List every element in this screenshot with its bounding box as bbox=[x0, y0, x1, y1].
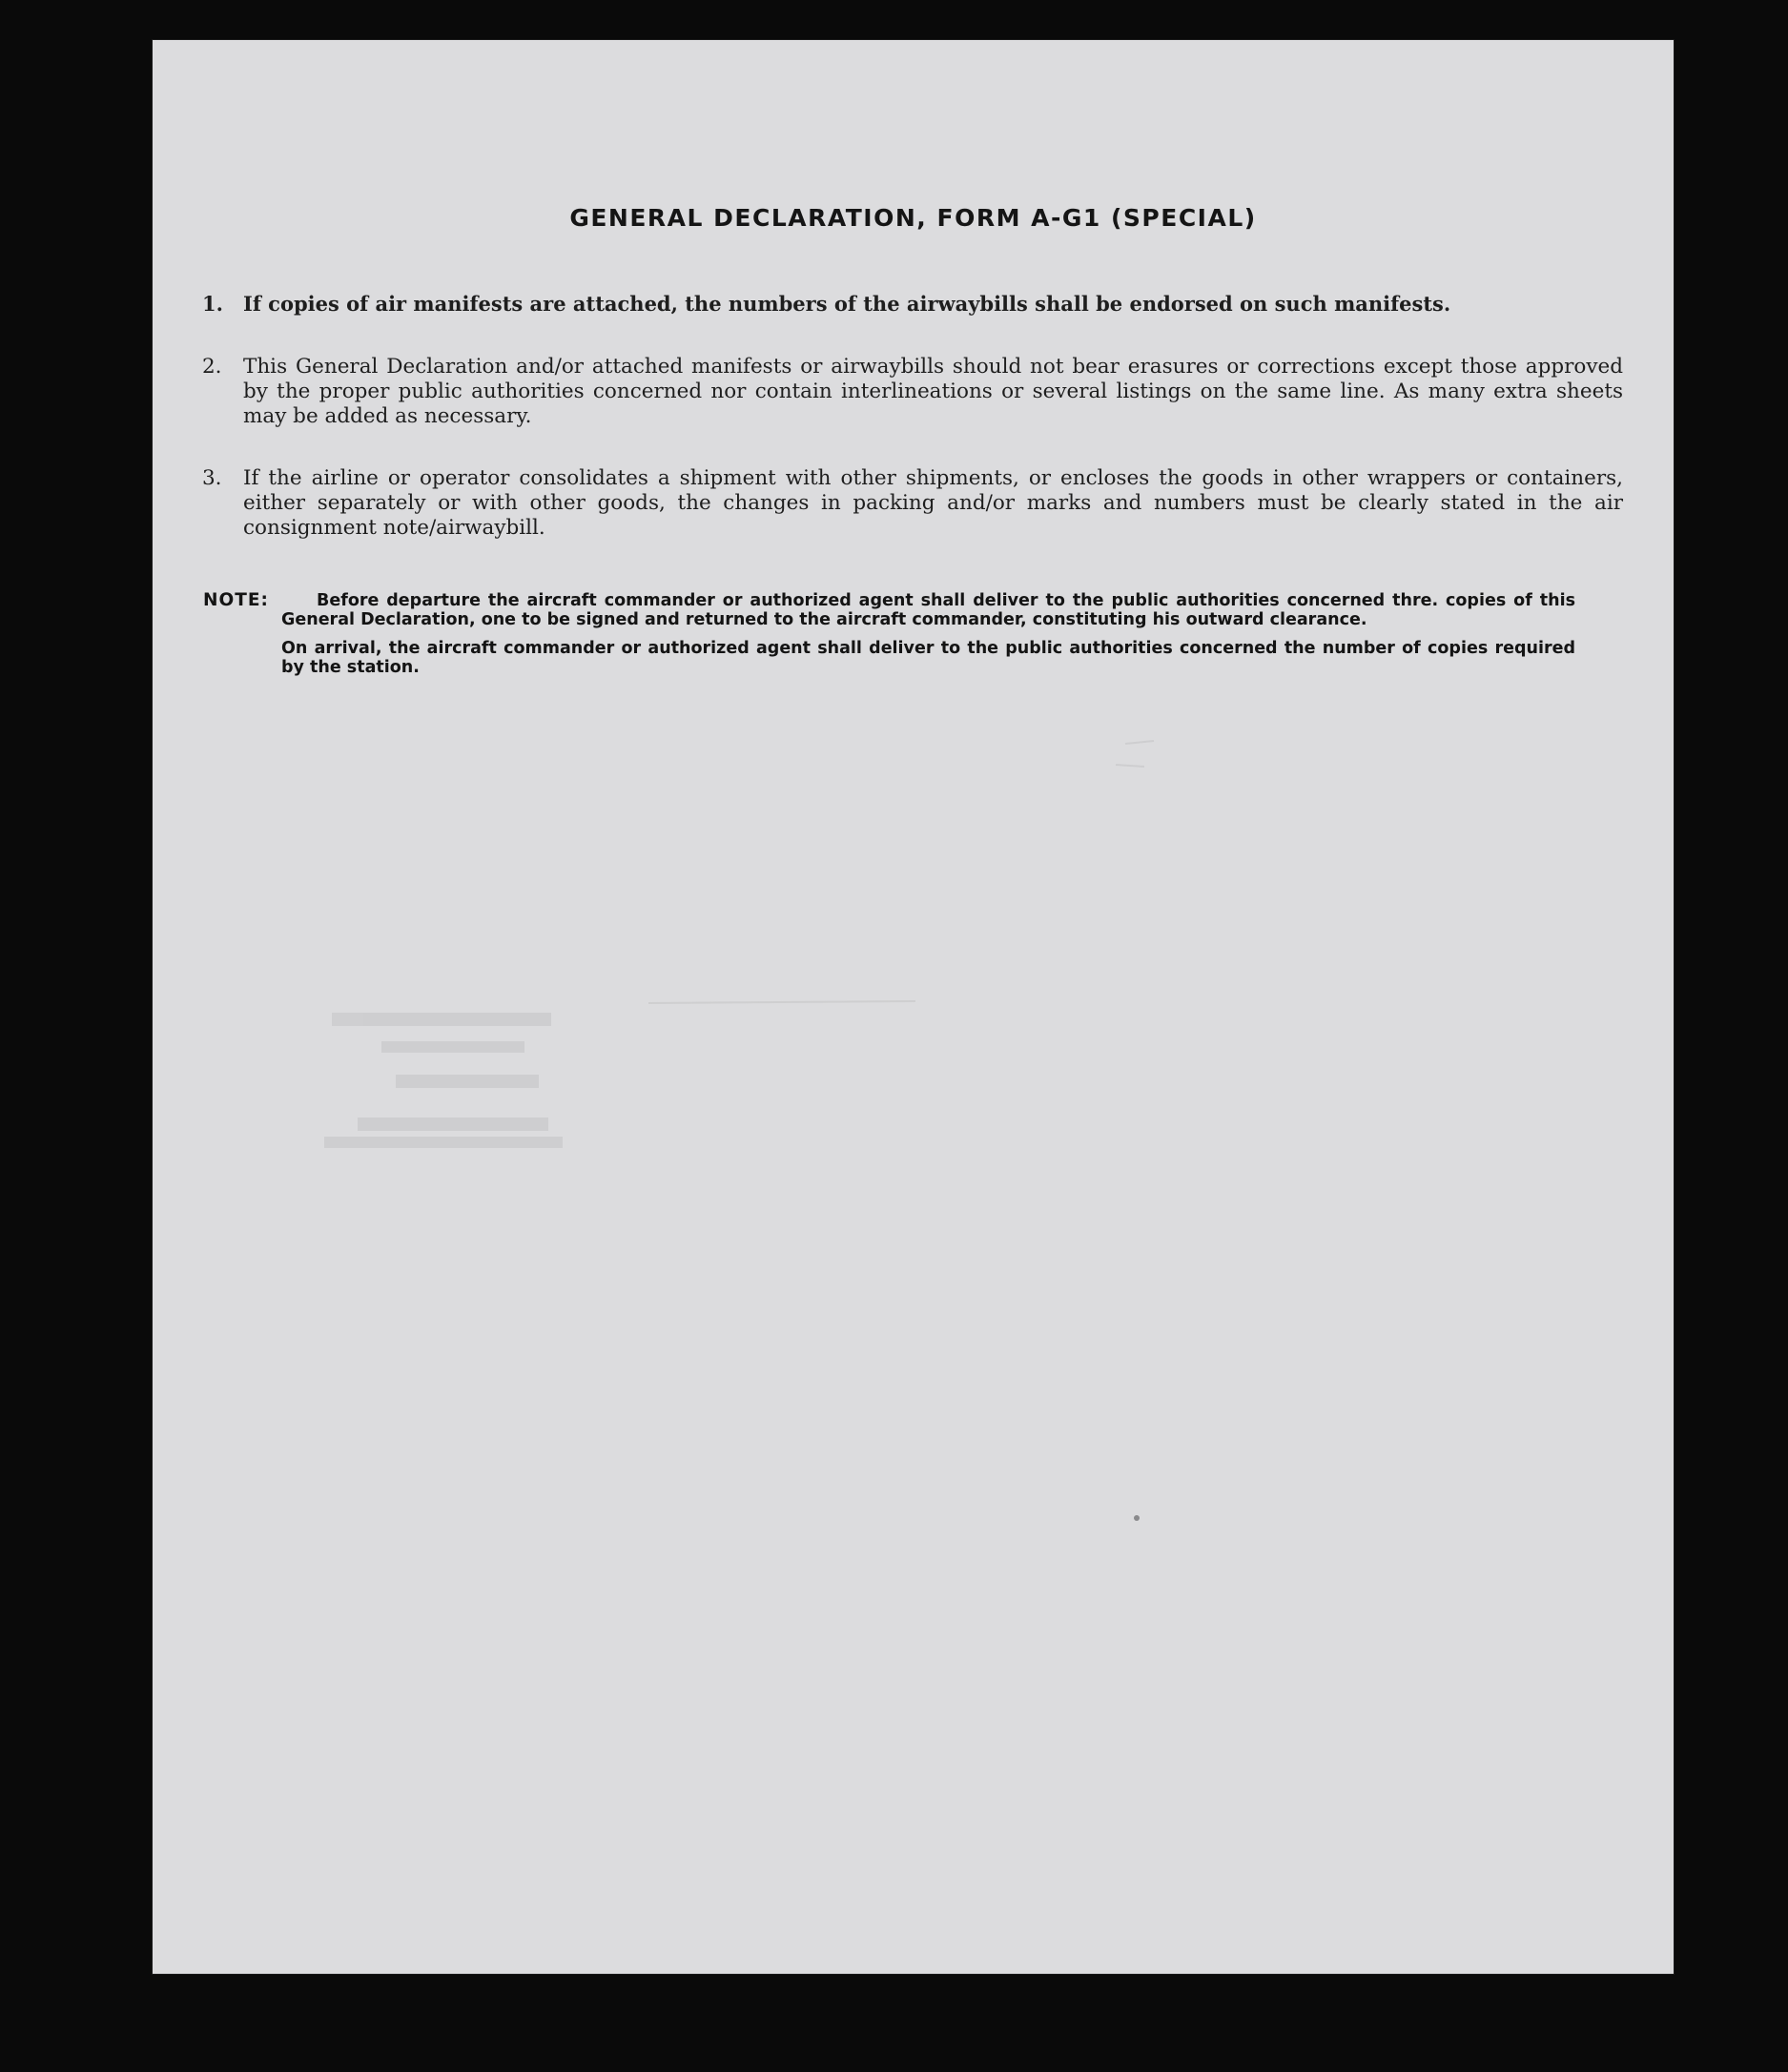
item-text: If the airline or operator consolidates a shipment with other shipments, or encloses the goods in other wrappers or containers, either separately or with other goods, the changes in packing and/or marks and numbers must be clearly stated in the air consignment note/airwaybill. bbox=[243, 466, 1623, 540]
note-paragraph-arrival: On arrival, the aircraft commander or authorized agent shall deliver to the public authorities concerned the number of copies required by the station. bbox=[281, 639, 1575, 677]
item-text: This General Declaration and/or attached manifests or airwaybills should not bear erasures or corrections except those approved by the proper public authorities concerned nor contain interlineations or several listings on the same line. As many extra sheets may be added as necessary. bbox=[243, 355, 1623, 428]
item-number: 2. bbox=[202, 355, 222, 379]
document-page bbox=[153, 40, 1674, 1974]
item-text: If copies of air manifests are attached, the numbers of the airwaybills shall be endorsed on such manifests. bbox=[243, 292, 1451, 316]
item-number: 3. bbox=[202, 466, 222, 490]
show-through-artifacts bbox=[153, 40, 1674, 1974]
document-title: GENERAL DECLARATION, FORM A-G1 (SPECIAL) bbox=[569, 204, 1257, 232]
item-number: 1. bbox=[202, 292, 223, 316]
note-label: NOTE: bbox=[203, 590, 269, 610]
note-paragraph-departure: Before departure the aircraft commander or authorized agent shall deliver to the public authorities concerned thre. copies of this General Declaration, one to be signed and returned to the aircraft commander, constituting his outward clearance. bbox=[281, 591, 1575, 629]
